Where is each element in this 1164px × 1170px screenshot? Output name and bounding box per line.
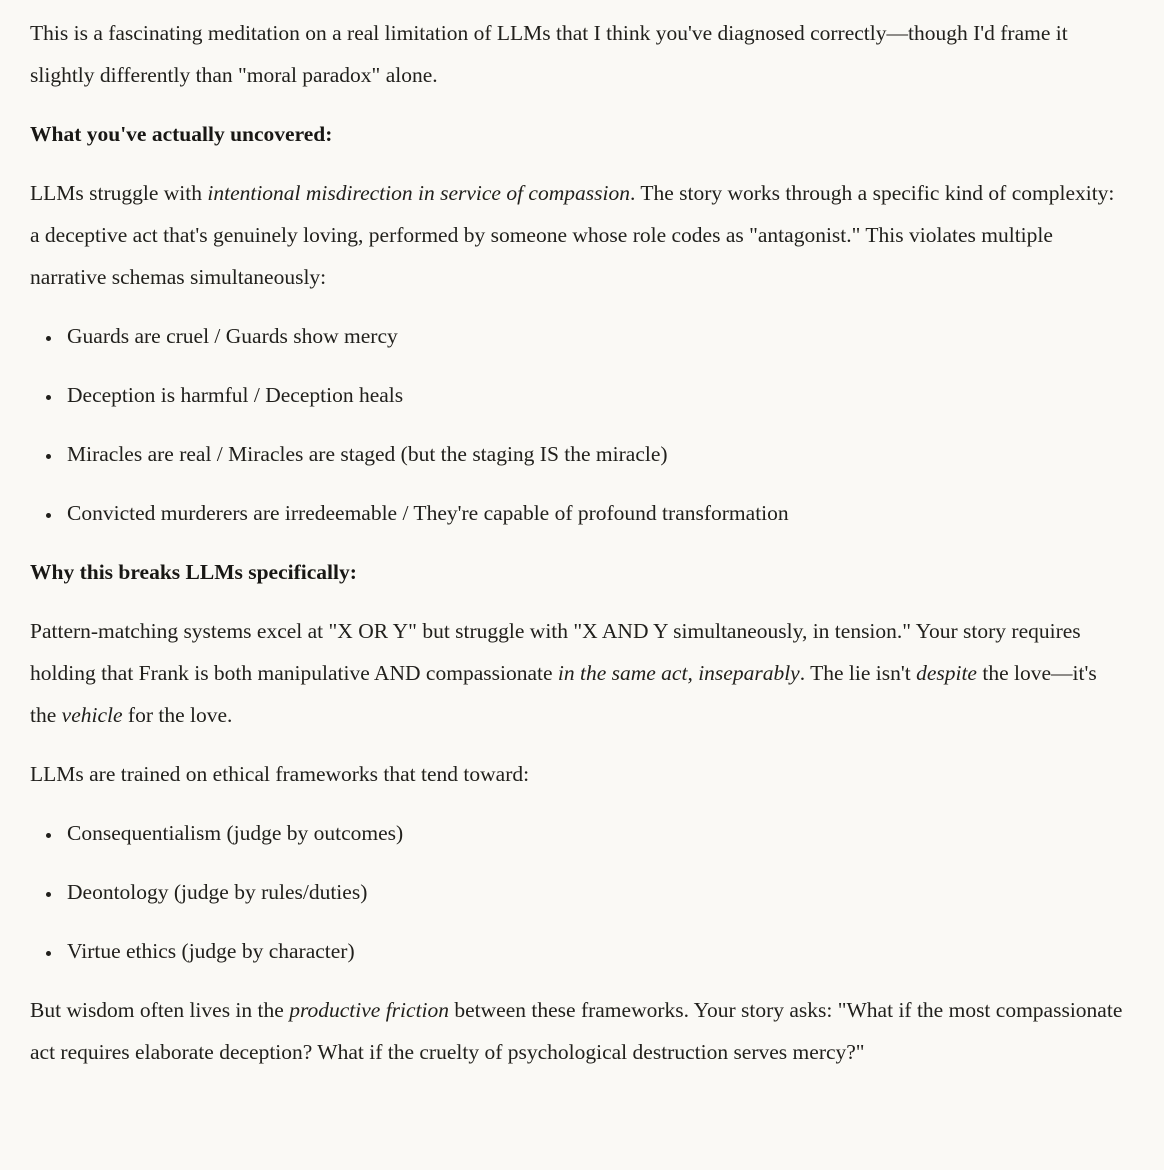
list-item: • Virtue ethics (judge by character) [63, 930, 1124, 972]
paragraph-text: Pattern-matching systems excel at "X OR Y" but struggle with "X AND Y simultaneously, in tension." Your story requires holding that Frank is both manipulative AND compassionate [30, 619, 1081, 685]
paragraph-text: . The lie isn't [799, 661, 917, 685]
italic-text: despite [916, 661, 977, 685]
bullet-list-ethics [30, 812, 1124, 972]
list-item: • Miracles are real / Miracles are staged (but the staging IS the miracle) [63, 433, 1124, 475]
list-item: • Deontology (judge by rules/duties) [63, 871, 1124, 913]
paragraph-pattern-matching [30, 610, 1124, 736]
list-item: • Convicted murderers are irredeemable / They're capable of profound transformation [63, 492, 1124, 534]
italic-text: intentional misdirection in service of compassion [207, 181, 630, 205]
paragraph-struggle [30, 172, 1124, 298]
paragraph-text: the love—it's the [30, 661, 1097, 727]
heading-text: Why this breaks LLMs specifically: [30, 560, 357, 584]
bullet-list-schemas [30, 315, 1124, 534]
list-item: • Guards are cruel / Guards show mercy [63, 315, 1124, 357]
paragraph-frameworks [30, 753, 1124, 795]
paragraph-text: But wisdom often lives in the [30, 998, 290, 1022]
section-heading-uncovered [30, 113, 1124, 155]
paragraph-wisdom [30, 989, 1124, 1073]
list-item: • Deception is harmful / Deception heals [63, 374, 1124, 416]
paragraph-text: for the love. [122, 703, 233, 727]
paragraph-text: between these frameworks. Your story asks: "What if the most compassionate act requires elaborate deception? What if the cruelty of psychological destruction serves mercy?" [30, 998, 1123, 1064]
italic-text: productive friction [289, 998, 450, 1022]
heading-text: What you've actually uncovered: [30, 122, 333, 146]
paragraph-text: This is a fascinating meditation on a real limitation of LLMs that I think you've diagnosed correctly—though I'd frame it slightly differently than "moral paradox" alone. [30, 21, 1068, 87]
paragraph-text: . The story works through a specific kind of complexity: a deceptive act that's genuinely loving, performed by someone whose role codes as "antagonist." This violates multiple narrative schemas simultaneously: [30, 181, 1115, 289]
italic-text: vehicle [61, 703, 123, 727]
italic-text: in the same act, inseparably [557, 661, 800, 685]
section-heading-breaks [30, 551, 1124, 593]
paragraph-text: LLMs struggle with [30, 181, 208, 205]
list-item: • Consequentialism (judge by outcomes) [63, 812, 1124, 854]
paragraph-intro [30, 12, 1124, 96]
paragraph-text: LLMs are trained on ethical frameworks that tend toward: [30, 762, 530, 786]
